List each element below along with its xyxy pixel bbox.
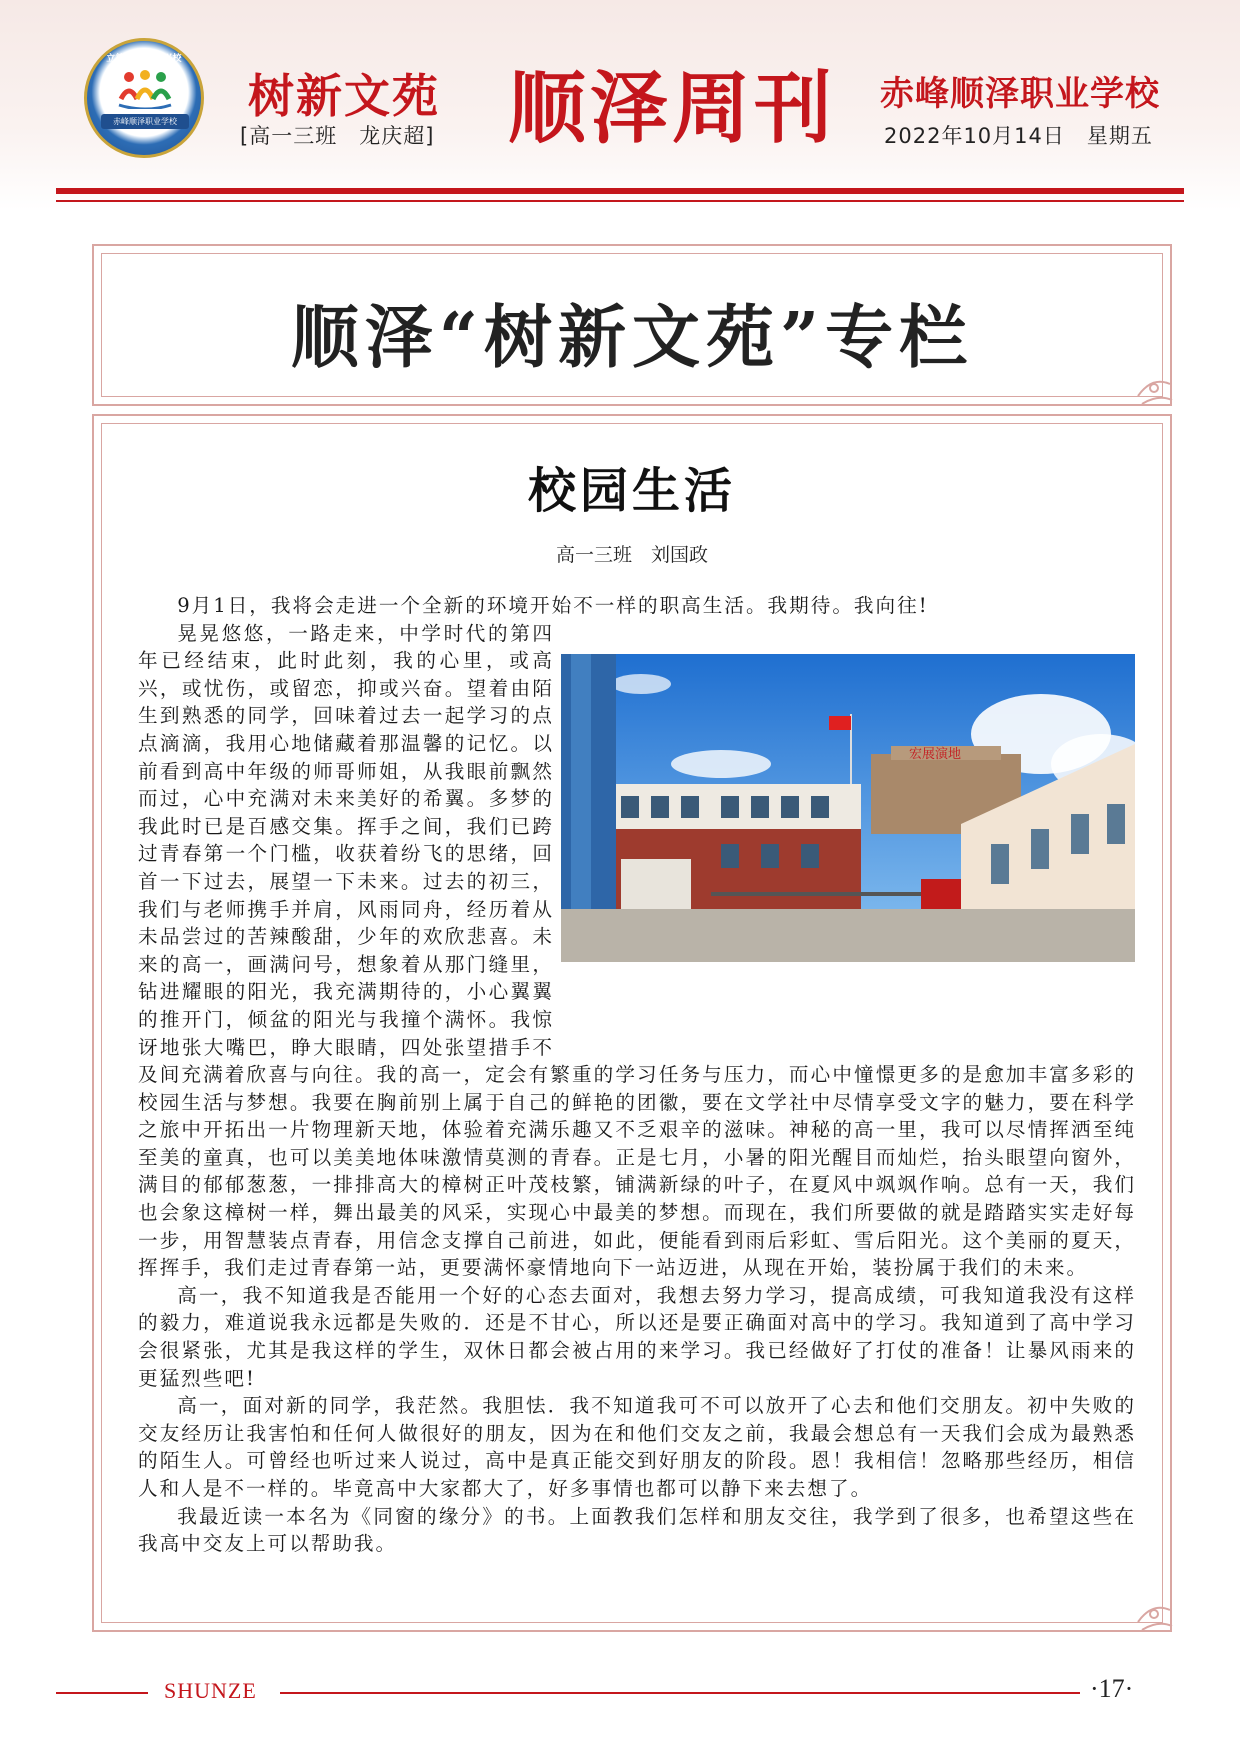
school-name: 赤峰顺泽职业学校 bbox=[880, 74, 1160, 114]
photo-sign: 宏展演地 bbox=[909, 747, 962, 762]
article-title: 校园生活 bbox=[527, 463, 736, 519]
school-logo bbox=[84, 38, 204, 158]
article-paragraph: 高一，面对新的同学，我茫然。我胆怯．我不知道我可不可以放开了心去和他们交朋友。初中失败的交友经历让我害怕和任何人做很好的朋友，因为在和他们交友之前，我最会想总有一天我们会成为最熟悉的陌生人。可曾经也听过来人说过，高中是真正能交到好朋友的阶段。恩！我相信！忽略那些经历，相信人和人是不一样的。毕竟高中大家都大了，好多事情也都可以静下来去想了。 bbox=[138, 1394, 1136, 1500]
article-paragraph: 晃晃悠悠，一路走来，中学时代的第四年已经结束，此时此刻，我的心里，或高兴，或忧伤，或留恋，抑或兴奋。望着由陌生到熟悉的同学，回味着过去一起学习的点点滴滴，我用心地储藏着那温馨的记忆。以前看到高中年级的师哥师姐，从我眼前飘然而过，心中充满对未来美好的希翼。多梦的我此时已是百感交集。挥手之间，我们已跨过青春第一个门槛，收获着纷飞的思绪，回首一下过去，展望一下未来。过去的初三，我们与老师携手并肩，风雨同舟，经历着从未品尝过的苦辣酸甜，少年的欢欣悲喜。未来的高一，画满问号，想象着从那门缝里，钻进耀眼的阳光，我充满期待的，小心翼翼的推开门，倾盆的阳光与我撞个满怀。我惊讶地张大嘴巴，睁大眼睛，四处张望措手不及间充满着欣喜与向往。我的高一，定会有繁重的学习任务与压力，而心中憧憬更多的是愈加丰富多彩的校园生活与梦想。我要在胸前别上属于自己的鲜艳的团徽，要在文学社中尽情享受文字的魅力，要在科学之旅中开拓出一片物理新天地，体验着充满乐趣又不乏艰辛的滋味。神秘的高一里，我可以尽情挥洒至纯至美的童真，也可以美美地体味激情莫测的青春。正是七月，小暑的阳光醒目而灿烂，抬头眼望向窗外，满目的郁郁葱葱，一排排高大的樟树正叶茂枝繁，铺满新绿的叶子，在夏风中飒飒作响。总有一天，我们也会象这樟树一样，舞出最美的风采，实现心中最美的梦想。而现在，我们所要做的就是踏踏实实走好每一步，用智慧装点青春，用信念支撑自己前进，如此，便能看到雨后彩虹、雪后阳光。这个美丽的夏天，挥挥手，我们走过青春第一站，更要满怀豪情地向下一站迈进，从现在开始，装扮属于我们的未来。 bbox=[138, 621, 1136, 1280]
article-paragraph: 高一，我不知道我是否能用一个好的心态去面对，我想去努力学习，提高成绩，可我知道我没有这样的毅力，难道说我永远都是失败的．还是不甘心，所以还是要正确面对高中的学习。我知道到了高中学习会很紧张，尤其是我这样的学生，双休日都会被占用的来学习。我已经做好了打仗的准备！让暴风雨来的更猛烈些吧! bbox=[138, 1283, 1136, 1390]
logo-school-name: 赤峰顺泽职业学校 bbox=[101, 114, 189, 129]
corner-ornament-icon bbox=[1132, 1592, 1176, 1636]
header-rule-thick bbox=[56, 188, 1184, 194]
article-body bbox=[138, 592, 1136, 1558]
logo-people-icon bbox=[117, 69, 173, 109]
page-number: ·17· bbox=[1090, 1674, 1134, 1703]
article-paragraph: 9月1日，我将会走进一个全新的环境开始不一样的职高生活。我期待。我向往! bbox=[177, 594, 929, 617]
column-title: 树新文苑 bbox=[248, 69, 440, 123]
logo-motto: 立德树人 质量兴校 bbox=[106, 54, 182, 64]
article-byline: 高一三班 刘国政 bbox=[555, 544, 708, 566]
footer-rule-right bbox=[280, 1692, 1080, 1694]
footer-brand: SHUNZE bbox=[164, 1678, 257, 1703]
issue-date: 2022年10月14日 星期五 bbox=[884, 124, 1153, 148]
article-paragraph: 我最近读一本名为《同窗的缘分》的书。上面教我们怎样和朋友交往，我学到了很多，也希望这些在我高中交友上可以帮助我。 bbox=[138, 1504, 1136, 1556]
photo-placeholder bbox=[554, 680, 1136, 1044]
column-editor: [高一三班 龙庆超] bbox=[240, 124, 435, 148]
magazine-title: 顺泽周刊 bbox=[508, 63, 837, 154]
column-banner-title: 顺泽“树新文苑”专栏 bbox=[290, 298, 974, 378]
footer-rule-left bbox=[56, 1692, 148, 1694]
header-rule-thin bbox=[56, 200, 1184, 202]
